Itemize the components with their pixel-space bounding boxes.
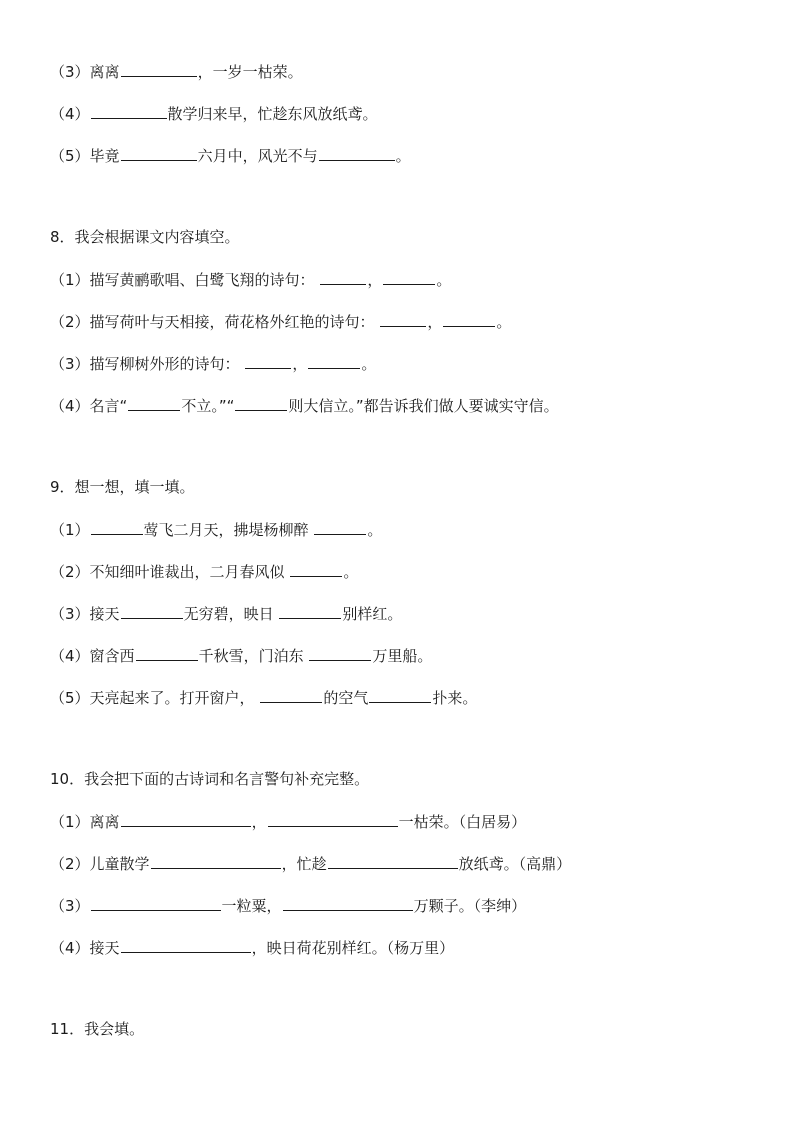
- item-number: （3）: [50, 63, 90, 81]
- item-number: （3）: [50, 605, 90, 623]
- answer-blank[interactable]: [235, 395, 287, 411]
- answer-blank[interactable]: [260, 687, 322, 703]
- item-text: 离离: [89, 813, 120, 831]
- item-text: 的空气: [323, 689, 369, 707]
- item-text: 一枯荣。（白居易）: [398, 813, 527, 831]
- answer-blank[interactable]: [290, 561, 342, 577]
- item-text: 描写荷叶与天相接，荷花格外红艳的诗句：: [89, 313, 375, 331]
- item-text: 则大信立。”都告诉我们做人要诚实守信。: [288, 397, 559, 415]
- item-text: 毕竟: [89, 147, 120, 165]
- item-text: 万里船。: [372, 647, 433, 665]
- item-text: 接天: [89, 939, 120, 957]
- item-number: （2）: [50, 313, 90, 331]
- item-text: 无穷碧，映日: [183, 605, 274, 623]
- item-text: 。: [496, 313, 512, 331]
- item-number: （1）: [50, 271, 90, 289]
- q9-item-2: [50, 561, 358, 582]
- item-text: ，: [367, 271, 383, 289]
- q8-item-1: [50, 269, 451, 290]
- answer-blank[interactable]: [121, 603, 183, 619]
- item-text: 莺飞二月天，拂堤杨柳醉: [143, 521, 309, 539]
- q8-item-3: [50, 353, 376, 374]
- answer-blank[interactable]: [268, 811, 398, 827]
- q10-item-4: [50, 937, 454, 958]
- item-text: 天亮起来了。打开窗户，: [89, 689, 255, 707]
- q9-item-1: [50, 519, 382, 540]
- item-text: 万颗子。（李绅）: [413, 897, 527, 915]
- item-text: 接天: [89, 605, 120, 623]
- item-number: （2）: [50, 563, 90, 581]
- item-text: 散学归来早，忙趁东风放纸鸢。: [167, 105, 378, 123]
- answer-blank[interactable]: [308, 353, 360, 369]
- item-text: ，映日荷花别样红。（杨万里）: [251, 939, 455, 957]
- item-number: （4）: [50, 647, 90, 665]
- item-number: （4）: [50, 105, 90, 123]
- item-text: 六月中，风光不与: [197, 147, 318, 165]
- item-text: 。: [367, 521, 383, 539]
- item-text: 描写黄鹂歌唱、白鹭飞翔的诗句：: [89, 271, 315, 289]
- item-text: 别样红。: [342, 605, 403, 623]
- answer-blank[interactable]: [91, 519, 143, 535]
- item-text: 。: [343, 563, 359, 581]
- item-text: 儿童散学: [89, 855, 150, 873]
- answer-blank[interactable]: [443, 311, 495, 327]
- item-text: 离离: [89, 63, 120, 81]
- answer-blank[interactable]: [319, 145, 395, 161]
- q9-item-5: [50, 687, 477, 708]
- answer-blank[interactable]: [121, 145, 197, 161]
- item-text: ，忙趁: [281, 855, 327, 873]
- item-text: 不知细叶谁裁出，二月春风似: [89, 563, 285, 581]
- q10-item-1: [50, 811, 526, 832]
- item-text: 描写柳树外形的诗句：: [89, 355, 240, 373]
- item-text: 。: [436, 271, 452, 289]
- item-text: ，: [251, 813, 267, 831]
- item-text: 扑来。: [432, 689, 478, 707]
- item-text: 千秋雪，门泊东: [198, 647, 304, 665]
- item-text: 窗含西: [89, 647, 135, 665]
- item-number: （5）: [50, 689, 90, 707]
- item-text: 放纸鸢。（高鼎）: [458, 855, 572, 873]
- q7-item-3: [50, 61, 303, 82]
- q9-item-4: [50, 645, 432, 666]
- answer-blank[interactable]: [309, 645, 371, 661]
- answer-blank[interactable]: [91, 895, 221, 911]
- answer-blank[interactable]: [128, 395, 180, 411]
- item-text: 不立。”“: [181, 397, 235, 415]
- item-number: （4）: [50, 939, 90, 957]
- item-number: （2）: [50, 855, 90, 873]
- answer-blank[interactable]: [283, 895, 413, 911]
- q7-item-5: [50, 145, 411, 166]
- answer-blank[interactable]: [314, 519, 366, 535]
- item-text: ，: [292, 355, 308, 373]
- q11-title: 11．我会填。: [50, 1020, 145, 1038]
- item-text: ，一岁一枯荣。: [197, 63, 303, 81]
- item-text: 。: [361, 355, 377, 373]
- answer-blank[interactable]: [151, 853, 281, 869]
- answer-blank[interactable]: [320, 269, 366, 285]
- item-number: （1）: [50, 521, 90, 539]
- q10-title: 10．我会把下面的古诗词和名言警句补充完整。: [50, 770, 370, 788]
- item-text: 。: [395, 147, 411, 165]
- item-number: （5）: [50, 147, 90, 165]
- q8-item-4: [50, 395, 559, 416]
- item-number: （1）: [50, 813, 90, 831]
- answer-blank[interactable]: [328, 853, 458, 869]
- item-number: （3）: [50, 355, 90, 373]
- answer-blank[interactable]: [121, 937, 251, 953]
- item-text: 名言“: [89, 397, 128, 415]
- item-text: 一粒粟，: [221, 897, 282, 915]
- q10-item-2: [50, 853, 571, 874]
- answer-blank[interactable]: [121, 811, 251, 827]
- answer-blank[interactable]: [136, 645, 198, 661]
- answer-blank[interactable]: [380, 311, 426, 327]
- item-text: ，: [427, 313, 443, 331]
- answer-blank[interactable]: [383, 269, 435, 285]
- q8-item-2: [50, 311, 511, 332]
- answer-blank[interactable]: [91, 103, 167, 119]
- answer-blank[interactable]: [369, 687, 431, 703]
- answer-blank[interactable]: [245, 353, 291, 369]
- q9-title: 9．想一想，填一填。: [50, 478, 195, 496]
- answer-blank[interactable]: [279, 603, 341, 619]
- q10-item-3: [50, 895, 526, 916]
- item-number: （4）: [50, 397, 90, 415]
- answer-blank[interactable]: [121, 61, 197, 77]
- q9-item-3: [50, 603, 402, 624]
- q8-title: 8．我会根据课文内容填空。: [50, 228, 240, 246]
- item-number: （3）: [50, 897, 90, 915]
- q7-item-4: [50, 103, 378, 124]
